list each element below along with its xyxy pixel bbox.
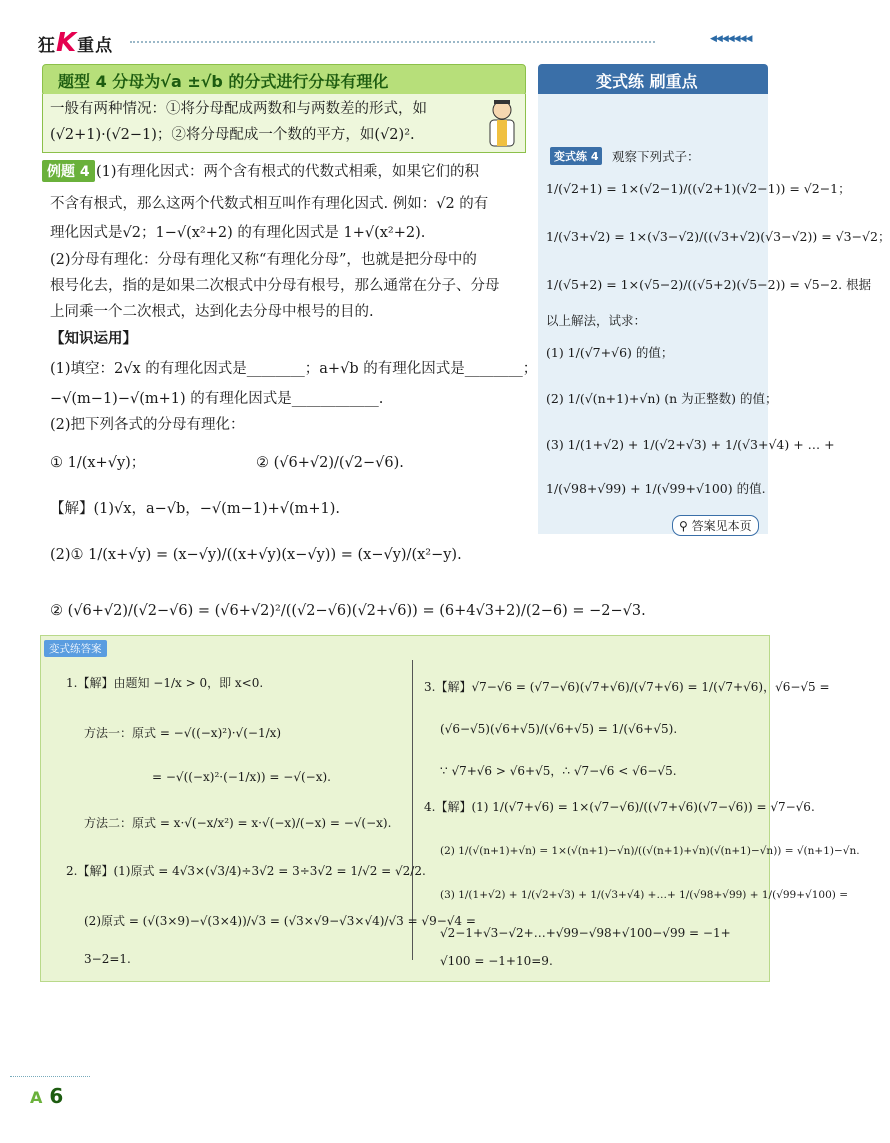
answer-4-line-2: (2) 1/(√(n+1)+√n) = 1×(√(n+1)−√n)/((√(n+1)+√n)(√(n+1)−√n)) = √(n+1)−√n. [440, 845, 860, 857]
answer-3-line-2: (√6−√5)(√6+√5)/(√6+√5) = 1/(√6+√5). [440, 722, 678, 736]
question-2: (2)把下列各式的分母有理化： [50, 417, 245, 433]
practice-intro: 观察下列式子： [612, 149, 700, 164]
example-line-1: (1)有理化因式：两个含有根式的代数式相乘，如果它们的积 [96, 164, 480, 180]
answer-2-line-1: 2.【解】(1)原式 = 4√3×(√3/4)÷3√2 = 3÷3√2 = 1/√2 = √2/2. [66, 864, 426, 878]
example-line-4: (2)分母有理化：分母有理化又称“有理化分母”，也就是把分母中的 [50, 252, 477, 268]
professor-mascot-icon [480, 96, 524, 152]
answers-tab: 变式练答案 [44, 640, 107, 657]
header-logo: 狂K重点 [38, 28, 114, 58]
practice-tag: 变式练 4 [550, 147, 602, 165]
practice-q3: (3) 1/(1+√2) + 1/(√2+√3) + 1/(√3+√4) + … + [546, 437, 835, 452]
answer-4-line-3: (3) 1/(1+√2) + 1/(√2+√3) + 1/(√3+√4) +…+ 1/(√98+√99) + 1/(√99+√100) = [440, 889, 849, 901]
answer-2-line-3: 3−2=1. [84, 952, 131, 966]
solution-1: 【解】(1)√x，a−√b，−√(m−1)+√(m+1). [50, 501, 341, 517]
practice-line-3: 1/(√5+2) = 1×(√5−2)/((√5+2)(√5−2)) = √5−2. 根据 [546, 277, 872, 292]
solution-2: (2)① 1/(x+√y) = (x−√y)/((x+√y)(x−√y)) = (x−√y)/(x²−y). [50, 547, 462, 563]
type4-line-1: 一般有两种情况：①将分母配成两数和与两数差的形式，如 [50, 101, 427, 117]
practice-line-1: 1/(√2+1) = 1×(√2−1)/((√2+1)(√2−1)) = √2−1； [546, 181, 851, 196]
answer-3-line-3: ∵ √7+√6 > √6+√5，∴ √7−√6 < √6−√5. [440, 764, 677, 778]
question-1b: −√(m−1)−√(m+1) 的有理化因式是____________. [50, 391, 384, 407]
example-line-3: 理化因式是√2；1−√(x²+2) 的有理化因式是 1+√(x²+2). [50, 225, 426, 241]
practice-q1: (1) 1/(√7+√6) 的值； [546, 345, 674, 360]
answer-3-line-1: 3.【解】√7−√6 = (√7−√6)(√7+√6)/(√7+√6) = 1/(√7+√6)，√6−√5 = [424, 680, 830, 694]
example-line-5: 根号化去，指的是如果二次根式中分母有根号，那么通常在分子、分母 [50, 278, 500, 294]
question-2-ii: ② (√6+√2)/(√2−√6). [256, 455, 404, 471]
answer-1-line-3: = −√((−x)²·(−1/x)) = −√(−x). [152, 770, 331, 784]
answer-1-line-1: 1.【解】由题知 −1/x > 0，即 x<0. [66, 676, 264, 690]
practice-line-4: 以上解法，试求： [546, 313, 647, 328]
answer-4-line-4: √2−1+√3−√2+…+√99−√98+√100−√99 = −1+ [440, 926, 731, 940]
key-icon: ⚲ [679, 519, 692, 533]
header-arrows-icon: ◀◀◀◀◀◀◀ [710, 34, 752, 44]
footer-rule [10, 1076, 90, 1077]
solution-3: ② (√6+√2)/(√2−√6) = (√6+√2)²/((√2−√6)(√2+√6)) = (6+4√3+2)/(2−6) = −2−√3. [50, 603, 646, 619]
type4-title: 题型 4 分母为√a ±√b 的分式进行分母有理化 [58, 72, 389, 91]
answer-1-line-2: 方法一：原式 = −√((−x)²)·√(−1/x) [84, 726, 282, 740]
answer-4-line-5: √100 = −1+10=9. [440, 954, 553, 968]
type4-line-2: (√2+1)·(√2−1)；②将分母配成一个数的平方，如(√2)². [50, 127, 415, 143]
answer-1-line-4: 方法二：原式 = x·√(−x/x²) = x·√(−x)/(−x) = −√(−x). [84, 816, 392, 830]
answer-4-line-1: 4.【解】(1) 1/(√7+√6) = 1×(√7−√6)/((√7+√6)(√7−√6)) = √7−√6. [424, 800, 815, 814]
page-badge-icon: A [30, 1088, 43, 1107]
question-1a: (1)填空：2√x 的有理化因式是________；a+√b 的有理化因式是________； [50, 361, 538, 377]
header-rule [130, 41, 655, 43]
page-number: A 6 [30, 1084, 64, 1108]
answer-2-line-2: (2)原式 = (√(3×9)−√(3×4))/√3 = (√3×√9−√3×√4)/√3 = √9−√4 = [84, 914, 476, 928]
question-2-i: ① 1/(x+√y)； [50, 455, 146, 471]
practice-q3-cont: 1/(√98+√99) + 1/(√99+√100) 的值. [546, 481, 766, 496]
example-line-6: 上同乘一个二次根式，达到化去分母中根号的目的. [50, 304, 374, 320]
practice-q2: (2) 1/(√(n+1)+√n) (n 为正整数) 的值； [546, 391, 778, 406]
practice-line-2: 1/(√3+√2) = 1×(√3−√2)/((√3+√2)(√3−√2)) = √3−√2； [546, 229, 890, 244]
knowledge-heading: 【知识运用】 [50, 330, 137, 347]
practice-title: 变式练 刷重点 [596, 72, 698, 91]
answer-link-button[interactable]: ⚲ 答案见本页 [672, 515, 759, 536]
example-tag: 例题 4 [42, 160, 95, 182]
example-line-2: 不含有根式，那么这两个代数式相互叫作有理化因式. 例如：√2 的有 [50, 196, 489, 212]
